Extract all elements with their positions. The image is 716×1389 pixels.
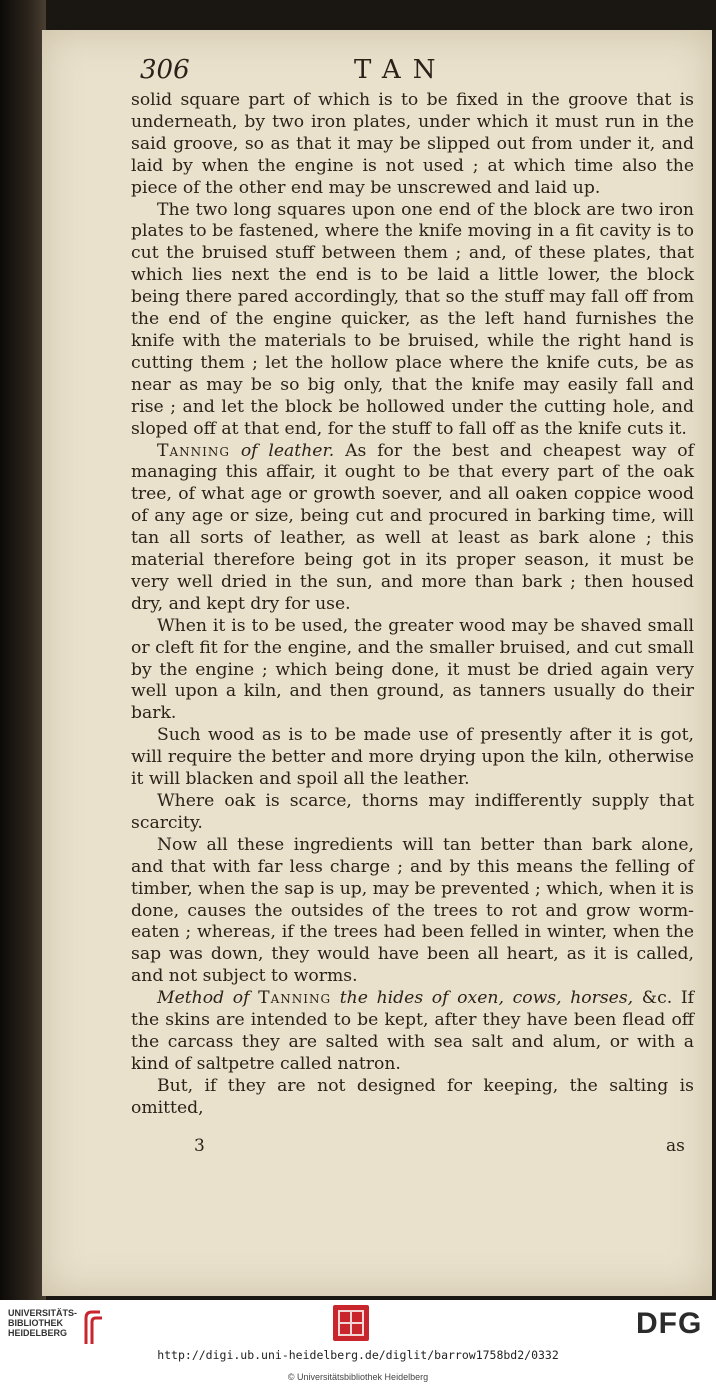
library-name-line-3: HEIDELBERG [8,1328,68,1338]
page-heading: TAN [354,55,448,85]
library-emblem-icon [82,1310,104,1346]
section-lead-tanning: Tanning [157,440,230,461]
paragraph-3-text: As for the best and cheapest way of managing this affair, it ought to be that every part of the oak tree, of what age or growth soever, and all oaken coppice wood of any age or size, being cut and procured in barking time, will tan all sorts of leather, as well at least as bark alone ; this material therefore being got in its proper season, it must be very well dried in the sun, and more than bark ; then housed dry, and kept dry for use. [131,440,694,614]
paragraph-8 [131,988,694,1076]
paragraph-2: The two long squares upon one end of the block are two iron plates to be fastened, where the knife moving in a fit cavity is to cut the bruised stuff between them ; and, of these plates, that which lies next the end is to be laid a little lower, the block being there pared accordingly, that so the stuff may fall off from the end of the engine quicker, as the left hand furnishes the knife with the materials to be bruised, while the right hand is cutting them ; let the hollow place where the knife cuts, be as near as may be so big only, that the knife may easily fall and rise ; and let the block be hollowed under the cutting hole, and sloped off at that end, for the stuff to fall off as the knife cuts it. [131,199,694,439]
paragraph-8-text: &c. If the skins are intended to be kept, after they have been flead off the carcass they are salted with sea salt and alum, or with a kind of saltpetre called natron. [131,988,695,1074]
book-gutter [0,0,46,1300]
library-name-line-2: BIBLIOTHEK [8,1318,63,1328]
signature-mark: 3 [194,1136,205,1156]
digital-collection-logo[interactable] [333,1305,369,1341]
running-head [92,55,682,89]
permalink-url[interactable]: http://digi.ub.uni-heidelberg.de/diglit/barrow1758bd2/0332 [157,1348,559,1362]
dfg-logo[interactable]: DFG [636,1307,703,1340]
paragraph-4: When it is to be used, the greater wood may be shaved small or cleft fit for the engine, and the smaller bruised, and cut small by the engine ; which being done, it must be dried again very well upon a kiln, and then ground, as tanners usually do their bark. [131,615,694,724]
page-number: 306 [140,55,190,85]
copyright-notice: © Universitätsbibliothek Heidelberg [287,1372,429,1382]
paragraph-3 [131,441,694,616]
university-library-logo[interactable] [8,1308,108,1348]
seal-icon [333,1305,369,1341]
body-text [131,90,694,1120]
paragraph-1: solid square part of which is to be fixed in the groove that is underneath, by two iron plates, under which it must run in the said groove, so as that it may be slipped out from under it, and laid by when the engine is not used ; at which time also the piece of the other end may be unscrewed and laid up. [131,90,694,198]
section-lead-method: Method of [157,988,259,1009]
viewer-footer [0,1300,716,1389]
paragraph-9: But, if they are not designed for keeping, the salting is omitted, [131,1075,694,1118]
paragraph-5: Such wood as is to be made use of presently after it is got, will require the better and more drying upon the kiln, otherwise it will blacken and spoil all the leather. [131,725,694,790]
catchword: as [666,1136,685,1156]
section-lead-hides: the hides of oxen, cows, horses, [331,988,634,1009]
section-lead-leather: of leather. [229,440,335,461]
section-lead-tanning-2: Tanning [258,988,332,1009]
paragraph-6: Where oak is scarce, thorns may indifferently supply that scarcity. [131,791,694,833]
library-name-line-1: UNIVERSITÄTS- [8,1308,78,1318]
paragraph-7: Now all these ingredients will tan better than bark alone, and that with far less charge ; and by this means the felling of timber, when the sap is up, may be prevented ; which, when it is done, causes the outsides of the trees to rot and grow worm-eaten ; whereas, if the trees had been felled in winter, when the sap was down, they would have been all heart, as it is called, and not subject to worms. [131,834,694,987]
